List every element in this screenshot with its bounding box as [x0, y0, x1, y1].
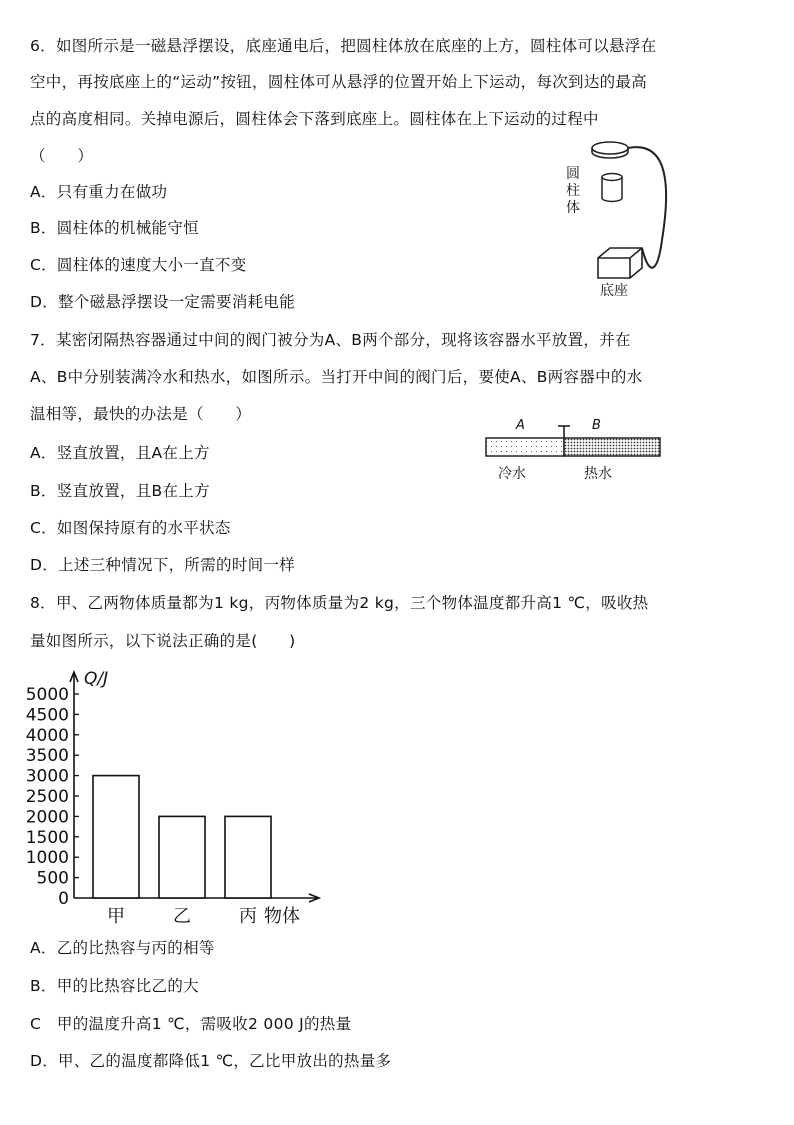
y-tick-label: 4500	[25, 705, 69, 726]
q7-option-a: A．竖直放置，且A在上方	[30, 444, 210, 462]
category-label: 乙	[173, 906, 191, 927]
q7-stem-line-2: A、B中分别装满冷水和热水，如图所示。当打开中间的阀门后，要使A、B两容器中的水	[30, 368, 643, 386]
category-label: 甲	[107, 906, 125, 927]
y-tick-label: 0	[58, 889, 69, 909]
y-tick-label: 500	[36, 868, 69, 889]
top-disk	[592, 142, 628, 154]
q8-option-b: B．甲的比热容比乙的大	[30, 977, 199, 995]
q7-stem-line-1: 7．某密闭隔热容器通过中间的阀门被分为A、B两个部分，现将该容器水平放置，并在	[30, 331, 631, 349]
label-a: A	[516, 418, 525, 433]
y-tick-label: 4000	[25, 725, 69, 746]
label-b: B	[592, 418, 601, 433]
cold-water-chamber	[486, 438, 564, 456]
x-axis-label: 物体	[264, 906, 300, 927]
y-tick-label: 5000	[25, 685, 69, 705]
y-tick-label: 2000	[25, 807, 69, 828]
q8-option-a: A．乙的比热容与丙的相等	[30, 939, 215, 957]
q7-option-d: D．上述三种情况下，所需的时间一样	[30, 556, 296, 574]
base-label: 底座	[600, 283, 628, 299]
q8-stem-line-1: 8．甲、乙两物体质量都为1 kg，丙物体质量为2 kg，三个物体温度都升高1 ℃，吸收热	[30, 594, 649, 612]
q8-option-d: D．甲、乙的温度都降低1 ℃，乙比甲放出的热量多	[30, 1052, 392, 1070]
q7-stem-line-3: 温相等，最快的办法是（ ）	[30, 405, 252, 423]
q6-stem-line-2: 空中，再按底座上的“运动”按钮，圆柱体可从悬浮的位置开始上下运动，每次到达的最高	[30, 73, 648, 91]
cylinder-label: 圆柱体	[566, 166, 580, 216]
y-axis-label: Q/J	[84, 669, 109, 689]
q6-option-c: C．圆柱体的速度大小一直不变	[30, 256, 247, 274]
q6-option-b: B．圆柱体的机械能守恒	[30, 219, 199, 237]
bar-1	[93, 776, 139, 898]
heat-bar-chart	[20, 660, 340, 930]
y-tick-label: 1000	[25, 848, 69, 869]
q6-stem-line-1: 6．如图所示是一磁悬浮摆设，底座通电后，把圆柱体放在底座的上方，圆柱体可以悬浮在	[30, 37, 657, 55]
cold-water-label: 冷水	[498, 466, 526, 482]
q6-option-d: D．整个磁悬浮摆设一定需要消耗电能	[30, 293, 296, 311]
y-tick-label: 3000	[25, 766, 69, 787]
bar-2	[159, 816, 205, 898]
bar-3	[225, 816, 271, 898]
y-tick-label: 3500	[25, 746, 69, 767]
hot-water-label: 热水	[584, 466, 612, 482]
category-label: 丙	[239, 906, 257, 927]
q7-option-c: C．如图保持原有的水平状态	[30, 519, 231, 537]
y-tick-label: 2500	[25, 787, 69, 807]
q6-stem-line-3: 点的高度相同。关掉电源后，圆柱体会下落到底座上。圆柱体在上下运动的过程中	[30, 110, 599, 128]
q7-option-b: B．竖直放置，且B在上方	[30, 482, 210, 500]
q6-answer-blank: （ ）	[30, 147, 94, 165]
q8-option-c: C 甲的温度升高1 ℃，需吸收2 000 J的热量	[30, 1015, 352, 1033]
hot-water-chamber	[564, 438, 660, 456]
q8-stem-line-2: 量如图所示，以下说法正确的是( )	[30, 632, 296, 650]
y-tick-label: 1500	[25, 827, 69, 848]
q6-option-a: A．只有重力在做功	[30, 183, 168, 201]
container-figure	[480, 420, 670, 464]
